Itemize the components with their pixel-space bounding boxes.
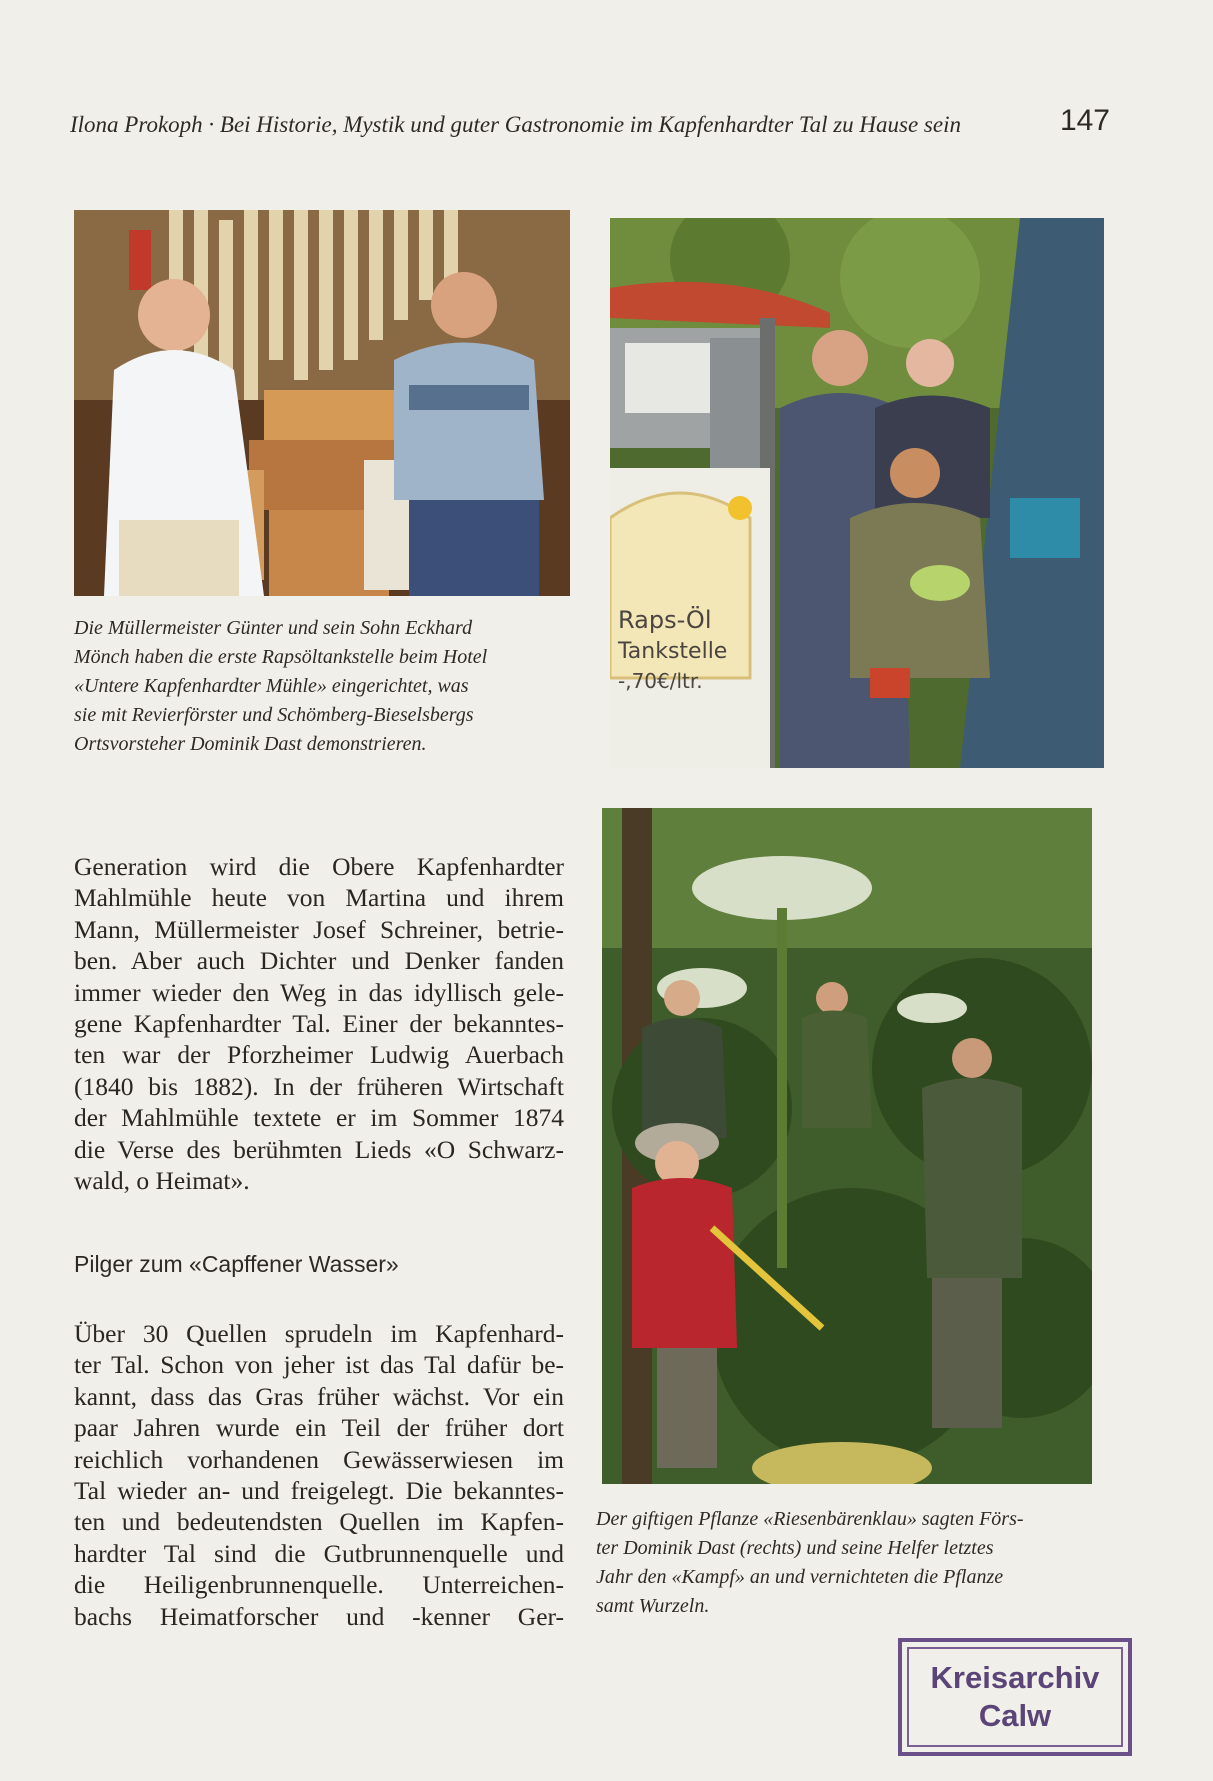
stamp-line-2: Calw — [978, 1698, 1052, 1733]
caption-line: Die Müllermeister Günter und sein Sohn Eckhard — [74, 617, 473, 639]
sign-line-1: Raps-Öl — [618, 606, 712, 634]
caption-line: Der giftigen Pflanze «Riesenbärenklau» sagten Förs- — [596, 1508, 1024, 1530]
text-line: die Heiligenbrunnenquelle. Unterreichen- — [74, 1570, 564, 1600]
stamp-line-1: Kreisarchiv — [930, 1660, 1100, 1695]
photo-rapeseed-fuel-station — [610, 218, 1104, 768]
text-line: Generation wird die Obere Kapfenhardter — [74, 852, 564, 881]
text-line: bachs Heimatforscher und -kenner Ger- — [74, 1601, 564, 1631]
running-title: Ilona Prokoph · Bei Historie, Mystik und guter Gastronomie im Kapfenhardter Tal zu Hause sein — [70, 112, 961, 137]
text-line: immer wieder den Weg in das idyllisch gele- — [74, 977, 564, 1007]
text-line: reichlich vorhandenen Gewässerwiesen im — [74, 1444, 564, 1474]
text-line: Mahlmühle heute von Martina und ihrem — [74, 883, 564, 913]
caption-line: «Untere Kapfenhardter Mühle» eingerichtet, was — [74, 675, 469, 697]
body-paragraph-2 — [74, 1318, 564, 1632]
caption-millers — [74, 614, 570, 759]
caption-line: Jahr den «Kampf» an und vernichteten die Pflanze — [596, 1566, 1004, 1588]
text-line: die Verse des berühmten Lieds «O Schwarz- — [74, 1134, 564, 1164]
sign-line-3: -,70€/ltr. — [618, 669, 703, 693]
text-line: paar Jahren wurde ein Teil der früher dort — [74, 1413, 564, 1443]
archive-stamp — [898, 1638, 1132, 1756]
text-line: wald, o Heimat». — [74, 1166, 250, 1196]
text-line: ben. Aber auch Dichter und Denker fanden — [74, 946, 564, 976]
body-paragraph-1 — [74, 851, 564, 1196]
page-number: 147 — [1059, 104, 1110, 137]
text-line: ter Tal. Schon von jeher ist das Tal dafür be- — [74, 1350, 564, 1380]
caption-line: sie mit Revierförster und Schömberg-Bieselsbergs — [74, 704, 474, 726]
sign-line-2: Tankstelle — [618, 639, 728, 664]
text-line: Tal wieder an- und freigelegt. Die bekanntes- — [74, 1476, 564, 1506]
photo-giant-hogweed-removal — [602, 808, 1092, 1484]
running-header — [70, 104, 1110, 144]
text-line: Über 30 Quellen sprudeln im Kapfenhard- — [74, 1319, 564, 1348]
caption-line: Ortsvorsteher Dominik Dast demonstrieren. — [74, 733, 427, 755]
caption-line: Mönch haben die erste Rapsöltankstelle beim Hotel — [74, 646, 488, 668]
photo-millers-at-mill — [74, 210, 570, 596]
section-subheading: Pilger zum «Capffener Wasser» — [74, 1251, 399, 1277]
text-line: ten war der Pforzheimer Ludwig Auerbach — [74, 1040, 564, 1070]
caption-line: ter Dominik Dast (rechts) und seine Helfer letztes — [596, 1537, 994, 1559]
text-line: gene Kapfenhardter Tal. Einer der bekanntes- — [74, 1009, 564, 1039]
text-line: hardter Tal sind die Gutbrunnenquelle und — [74, 1538, 564, 1568]
text-line: kannt, dass das Gras früher wächst. Vor ein — [74, 1381, 564, 1411]
caption-hogweed — [596, 1505, 1092, 1621]
text-line: Mann, Müllermeister Josef Schreiner, betrie- — [74, 914, 564, 944]
text-line: (1840 bis 1882). In der früheren Wirtschaft — [74, 1071, 564, 1101]
caption-line: samt Wurzeln. — [596, 1595, 710, 1617]
text-line: ten und bedeutendsten Quellen im Kapfen- — [74, 1507, 564, 1537]
text-line: der Mahlmühle textete er im Sommer 1874 — [74, 1103, 564, 1133]
